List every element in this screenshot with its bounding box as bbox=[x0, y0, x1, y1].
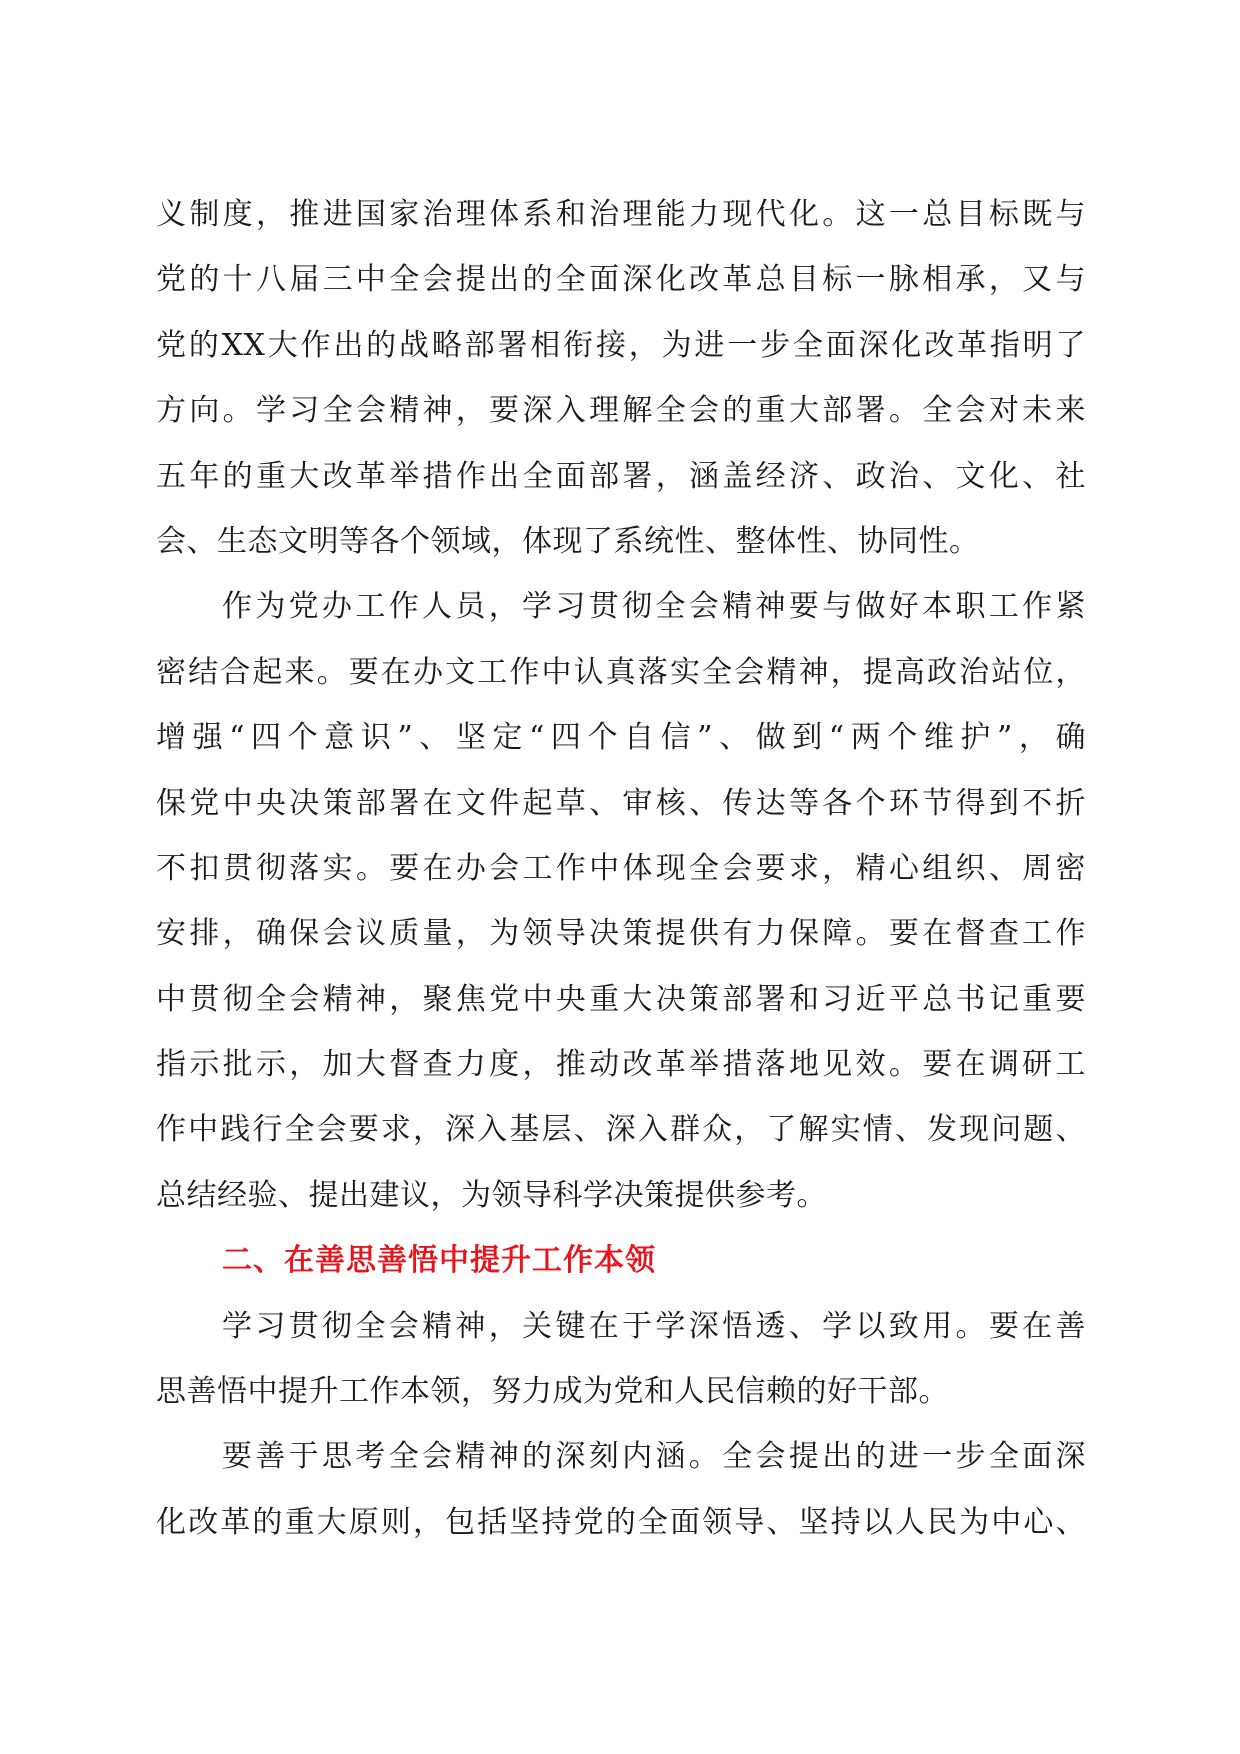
paragraph-1 bbox=[156, 182, 1086, 574]
text-line: 中贯彻全会精神，聚焦党中央重大决策部署和习近平总书记重要 bbox=[156, 981, 1086, 1017]
text-line: 密结合起来。要在办文工作中认真落实全会精神，提高政治站位， bbox=[156, 654, 1086, 690]
text-line: 化改革的重大原则，包括坚持党的全面领导、坚持以人民为中心、 bbox=[156, 1504, 1086, 1540]
text-line: 安排，确保会议质量，为领导决策提供有力保障。要在督查工作 bbox=[156, 916, 1086, 952]
document-page bbox=[156, 182, 1086, 1555]
paragraph-4 bbox=[156, 1424, 1086, 1555]
text-line: 五年的重大改革举措作出全面部署，涵盖经济、政治、文化、社 bbox=[156, 458, 1086, 494]
text-line: 增强“四个意识”、坚定“四个自信”、做到“两个维护”，确 bbox=[156, 720, 1086, 756]
paragraph-2 bbox=[156, 574, 1086, 1228]
paragraph-3 bbox=[156, 1294, 1086, 1425]
text-line: 思善悟中提升工作本领，努力成为党和人民信赖的好干部。 bbox=[156, 1374, 949, 1410]
section-heading: 二、在善思善悟中提升工作本领 bbox=[222, 1243, 656, 1279]
text-line: 不扣贯彻落实。要在办会工作中体现全会要求，精心组织、周密 bbox=[156, 850, 1086, 886]
text-line: 方向。学习全会精神，要深入理解全会的重大部署。全会对未来 bbox=[156, 393, 1086, 429]
text-line: 党的XX大作出的战略部署相衔接，为进一步全面深化改革指明了 bbox=[156, 327, 1086, 363]
text-line: 总结经验、提出建议，为领导科学决策提供参考。 bbox=[156, 1177, 827, 1213]
text-line: 义制度，推进国家治理体系和治理能力现代化。这一总目标既与 bbox=[156, 197, 1086, 232]
text-line: 保党中央决策部署在文件起草、审核、传达等各个环节得到不折 bbox=[156, 785, 1086, 821]
text-line: 学习贯彻全会精神，关键在于学深悟透、学以致用。要在善 bbox=[222, 1308, 1086, 1344]
text-line: 会、生态文明等各个领域，体现了系统性、整体性、协同性。 bbox=[156, 523, 980, 559]
text-line: 作中践行全会要求，深入基层、深入群众，了解实情、发现问题、 bbox=[156, 1112, 1086, 1148]
text-line: 党的十八届三中全会提出的全面深化改革总目标一脉相承，又与 bbox=[156, 262, 1086, 298]
text-line: 要善于思考全会精神的深刻内涵。全会提出的进一步全面深 bbox=[222, 1439, 1086, 1475]
text-line: 指示批示，加大督查力度，推动改革举措落地见效。要在调研工 bbox=[156, 1047, 1086, 1083]
text-line: 作为党办工作人员，学习贯彻全会精神要与做好本职工作紧 bbox=[222, 589, 1086, 625]
